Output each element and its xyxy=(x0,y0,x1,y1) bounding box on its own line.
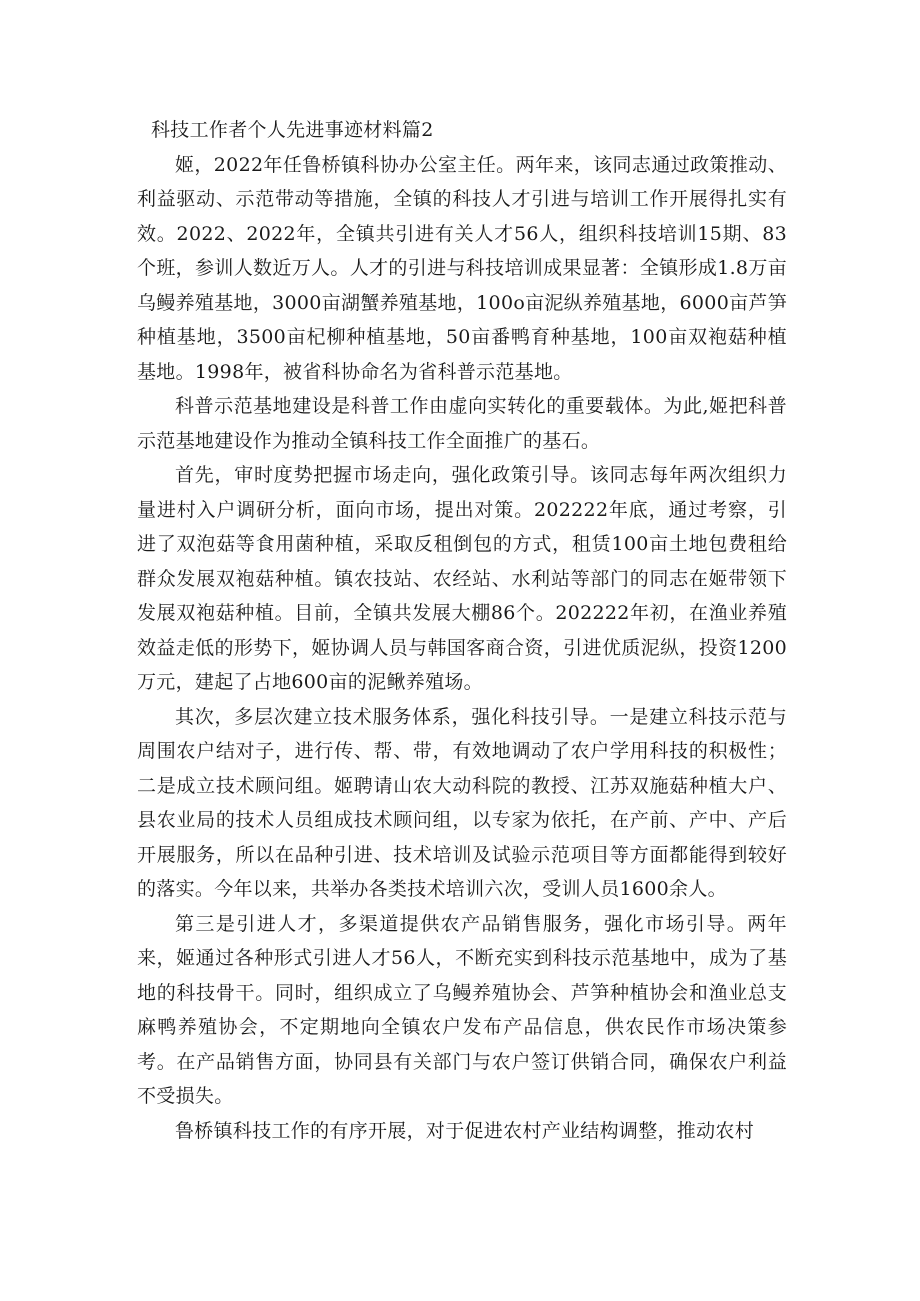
paragraph-5: 第三是引进人才，多渠道提供农产品销售服务，强化市场引导。两年来，姬通过各种形式引进人才56人，不断充实到科技示范基地中，成为了基地的科技骨干。同时，组织成立了乌鳗养殖协会、芦笋种植协会和渔业总支麻鸭养殖协会，不定期地向全镇农户发布产品信息，供农民作市场决策参考。在产品销售方面，协同县有关部门与农户签订供销合同，确保农户利益不受损失。 xyxy=(137,912,787,1107)
document-title: 科技工作者个人先进事迹材料篇2 xyxy=(151,119,434,141)
paragraph-4: 其次，多层次建立技术服务体系，强化科技引导。一是建立科技示范与周围农户结对子，进行传、帮、带，有效地调动了农户学用科技的积极性；二是成立技术顾问组。姬聘请山农大动科院的教授、江苏双施菇种植大户、县农业局的技术人员组成技术顾问组，以专家为依托，在产前、产中、产后开展服务，所以在品种引进、技术培训及试验示范项目等方面都能得到较好的落实。今年以来，共举办各类技术培训六次，受训人员1600余人。 xyxy=(137,705,787,900)
paragraph-1: 姬，2022年任鲁桥镇科协办公室主任。两年来，该同志通过政策推动、利益驱动、示范带动等措施，全镇的科技人才引进与培训工作开展得扎实有效。2022、2022年，全镇共引进有关人才56人，组织科技培训15期、83个班，参训人数近万人。人才的引进与科技培训成果显著：全镇形成1.8万亩乌鳗养殖基地，3000亩湖蟹养殖基地，100o亩泥纵养殖基地，6000亩芦笋种植基地，3500亩杞柳种植基地，50亩番鸭育种基地，100亩双袍菇种植基地。1998年，被省科协命名为省科普示范基地。 xyxy=(137,153,787,383)
paragraph-6: 鲁桥镇科技工作的有序开展，对于促进农村产业结构调整，推动农村 xyxy=(175,1119,755,1142)
paragraph-2: 科普示范基地建设是科普工作由虚向实转化的重要载体。为此,姬把科普示范基地建设作为推动全镇科技工作全面推广的基石。 xyxy=(137,395,787,452)
document-body xyxy=(137,113,787,1148)
paragraph-3: 首先，审时度势把握市场走向，强化政策引导。该同志每年两次组织力量进村入户调研分析，面向市场，提出对策。202222年底，通过考察，引进了双泡菇等食用菌种植，采取反租倒包的方式，租赁100亩土地包费租给群众发展双袍菇种植。镇农技站、农经站、水利站等部门的同志在姬带领下发展双袍菇种植。目前，全镇共发展大棚86个。202222年初，在渔业养殖效益走低的形势下，姬协调人员与韩国客商合资，引进优质泥纵，投资1200万元，建起了占地600亩的泥鳅养殖场。 xyxy=(137,464,787,693)
